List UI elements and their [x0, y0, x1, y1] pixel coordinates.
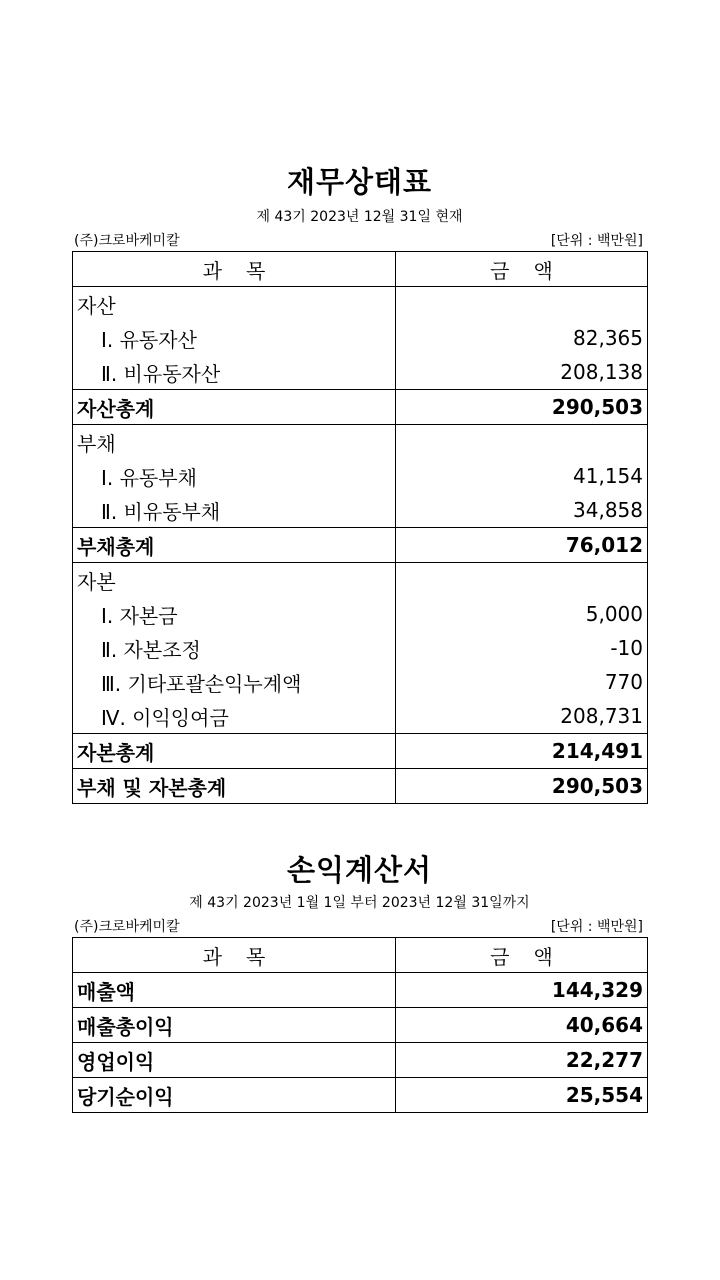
total-row [73, 528, 648, 563]
table-row [73, 425, 648, 460]
row-label: Ⅰ. 유동부채 [73, 459, 396, 493]
total-label: 자산총계 [73, 390, 396, 425]
balance-sheet-table [72, 251, 648, 804]
balance-sheet-company: (주)크로바케미칼 [74, 233, 180, 249]
group-label-liabilities: 부채 [73, 425, 396, 460]
table-row [73, 287, 648, 322]
row-label: Ⅲ. 기타포괄손익누계액 [73, 665, 396, 699]
total-row [73, 734, 648, 769]
income-statement-section [72, 848, 647, 1128]
table-row [73, 355, 648, 390]
income-statement-company: (주)크로바케미칼 [74, 919, 180, 935]
header-item: 과목 [73, 252, 396, 287]
income-statement-subtitle: 제 43기 2023년 1월 1일 부터 2023년 12월 31일까지 [189, 895, 530, 911]
table-row [73, 631, 648, 665]
row-label: Ⅱ. 비유동자산 [73, 355, 396, 390]
table-row [73, 459, 648, 493]
row-value: 144,329 [396, 973, 648, 1008]
row-value: 208,731 [396, 699, 648, 734]
table-row [73, 563, 648, 598]
group-label-equity: 자본 [73, 563, 396, 598]
row-label: Ⅳ. 이익잉여금 [73, 699, 396, 734]
income-statement-table [72, 937, 648, 1113]
table-row [73, 1043, 648, 1078]
row-value: 22,277 [396, 1043, 648, 1078]
income-statement-title: 손익계산서 [286, 853, 433, 887]
income-statement-unit: [단위 : 백만원] [550, 919, 643, 935]
grand-total-value: 290,503 [396, 769, 648, 804]
grand-total-label: 부채 및 자본총계 [73, 769, 396, 804]
total-value: 290,503 [396, 390, 648, 425]
row-label: 매출총이익 [73, 1008, 396, 1043]
row-value: 82,365 [396, 321, 648, 355]
header-amount: 금액 [396, 938, 648, 973]
row-value: 40,664 [396, 1008, 648, 1043]
group-label-assets: 자산 [73, 287, 396, 322]
row-value: 208,138 [396, 355, 648, 390]
row-label: Ⅰ. 유동자산 [73, 321, 396, 355]
balance-sheet-unit: [단위 : 백만원] [550, 233, 643, 249]
grand-total-row [73, 769, 648, 804]
header-amount: 금액 [396, 252, 648, 287]
table-row [73, 1008, 648, 1043]
row-value: 34,858 [396, 493, 648, 528]
row-label: Ⅱ. 자본조정 [73, 631, 396, 665]
table-row [73, 597, 648, 631]
balance-sheet-title: 재무상태표 [286, 165, 433, 199]
row-value: 770 [396, 665, 648, 699]
table-row [73, 493, 648, 528]
balance-sheet-section [72, 160, 647, 830]
table-row [73, 665, 648, 699]
total-value: 76,012 [396, 528, 648, 563]
table-row [73, 973, 648, 1008]
total-value: 214,491 [396, 734, 648, 769]
table-header-row [73, 938, 648, 973]
row-label: 매출액 [73, 973, 396, 1008]
table-header-row [73, 252, 648, 287]
total-row [73, 390, 648, 425]
row-value: 41,154 [396, 459, 648, 493]
header-item: 과목 [73, 938, 396, 973]
table-row [73, 699, 648, 734]
total-label: 자본총계 [73, 734, 396, 769]
row-label: Ⅰ. 자본금 [73, 597, 396, 631]
row-label: 영업이익 [73, 1043, 396, 1078]
balance-sheet-subtitle: 제 43기 2023년 12월 31일 현재 [256, 209, 463, 225]
row-label: 당기순이익 [73, 1078, 396, 1113]
row-value: -10 [396, 631, 648, 665]
row-value: 5,000 [396, 597, 648, 631]
total-label: 부채총계 [73, 528, 396, 563]
row-value: 25,554 [396, 1078, 648, 1113]
row-label: Ⅱ. 비유동부채 [73, 493, 396, 528]
table-row [73, 321, 648, 355]
table-row [73, 1078, 648, 1113]
